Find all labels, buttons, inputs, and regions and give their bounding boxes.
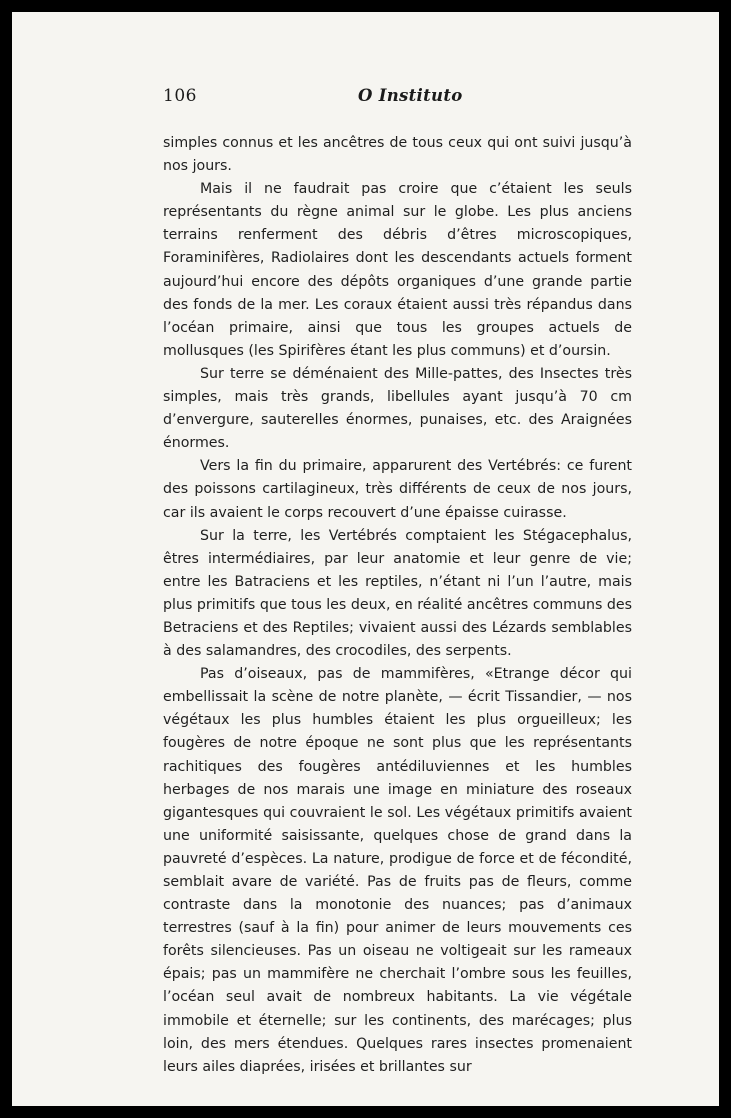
book-page [12,12,719,1106]
paragraph: Vers la fin du primaire, apparurent des Vertébrés: ce furent des poissons cartilagineux, très différents de ceux de nos jours, car ils avaient le corps recouvert d’une épaisse cuirasse. [163,458,632,521]
page-number: 106 [163,86,197,106]
paragraph: Sur terre se déménaient des Mille-pattes, des Insectes très simples, mais très grands, libellules ayant jusqu’à 70 cm d’envergure, sauterelles énormes, punaises, etc. des Araignées énormes. [163,365,632,452]
paragraph: Mais il ne faudrait pas croire que c’étaient les seuls représentants du règne animal sur le globe. Les plus anciens terrains renferment des débris d’êtres microscopiques, Foraminifères, Radiolaires dont les descendants actuels forment aujourd’hui encore des dépôts organiques d’une grande partie des fonds de la mer. Les coraux étaient aussi très répandus dans l’océan primaire, ainsi que tous les groupes actuels de mollusques (les Spirifères étant les plus communs) et d’oursin. [163,181,632,359]
paragraph: simples connus et les ancêtres de tous ceux qui ont suivi jusqu’à nos jours. [163,135,632,175]
body-text [163,132,632,1079]
paragraph: Pas d’oiseaux, pas de mammifères, «Etrange décor qui embellissait la scène de notre planète, — écrit Tissandier, — nos végétaux les plus humbles étaient les plus orgueilleux; les fougères de notre époque ne sont plus que les représentants rachitiques des fougères antédiluviennes et les humbles herbages de nos marais une image en miniature des roseaux gigantesques qui couvraient le sol. Les végétaux primitifs avaient une uniformité saisissante, quelques chose de grand dans la pauvreté d’espèces. La nature, prodigue de force et de fécondité, semblait avare de variété. Pas de fruits pas de fleurs, comme contraste dans la monotonie des nuances; pas d’animaux terrestres (sauf à la fin) pour animer de leurs mouvements ces forêts silencieuses. Pas un oiseau ne voltigeait sur les rameaux épais; pas un mammifère ne cherchait l’ombre sous les feuilles, l’océan seul avait de nombreux habitants. La vie végétale immobile et éternelle; sur les continents, des marécages; plus loin, des mers étendues. Quelques rares insectes promenaient leurs ailes diaprées, irisées et brillantes sur [163,666,632,1075]
paragraph: Sur la terre, les Vertébrés comptaient les Stégacephalus, êtres intermédiaires, par leur anatomie et leur genre de vie; entre les Batraciens et les reptiles, n’étant ni l’un l’autre, mais plus primitifs que tous les deux, en réalité ancêtres communs des Betraciens et des Reptiles; vivaient aussi des Lézards semblables à des salamandres, des crocodiles, des serpents. [163,527,632,660]
running-header [163,86,643,114]
journal-title: O Instituto [358,86,463,105]
